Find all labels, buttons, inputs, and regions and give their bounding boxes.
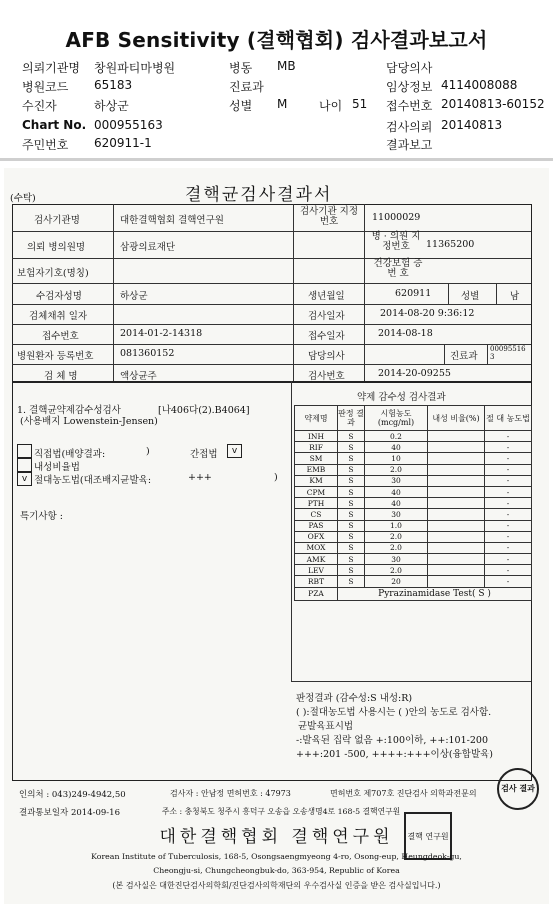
resistance-ratio-checkbox[interactable] bbox=[17, 458, 32, 472]
doctor-label: 담당의사 bbox=[386, 61, 433, 75]
table-row bbox=[295, 554, 532, 565]
cell-concentration: 2.0 bbox=[365, 542, 428, 553]
insured-label: 보험자기호(명칭) bbox=[17, 268, 89, 279]
hospital-code-label: 병원코드 bbox=[22, 80, 69, 94]
cell-absolute: - bbox=[485, 509, 532, 520]
patient-name-value: 하상군 bbox=[120, 291, 148, 302]
result-report-label: 결과보고 bbox=[386, 138, 433, 152]
absolute-method-checkbox[interactable]: v bbox=[17, 472, 32, 486]
scan-dept-label: 진료과 bbox=[450, 351, 478, 362]
cell-resistance-ratio bbox=[428, 520, 485, 531]
scan-sex-label: 성별 bbox=[461, 291, 480, 302]
chart-no-value: 000955163 bbox=[94, 118, 163, 132]
cell-concentration: 30 bbox=[365, 509, 428, 520]
table-row bbox=[295, 475, 532, 486]
table-row bbox=[295, 576, 532, 587]
ward-label: 병동 bbox=[229, 61, 253, 75]
receipt-no-label: 접수번호 bbox=[386, 99, 433, 113]
cell-concentration: 0.2 bbox=[365, 431, 428, 442]
cell-result: S bbox=[338, 453, 365, 464]
cell-result: S bbox=[338, 431, 365, 442]
cell-drug: KM bbox=[295, 475, 338, 486]
specimen-value: 액상균주 bbox=[120, 371, 157, 382]
scan-title: 결핵균검사결과서 bbox=[185, 185, 333, 205]
cell-drug: RBT bbox=[295, 576, 338, 587]
cell-concentration: 40 bbox=[365, 498, 428, 509]
medium: (사용배지 Lowenstein-Jensen) bbox=[20, 416, 158, 427]
cell-resistance-ratio bbox=[428, 431, 485, 442]
cell-absolute: - bbox=[485, 576, 532, 587]
scan-doctor-label: 담당의사 bbox=[308, 351, 345, 362]
hospital-code-value: 65183 bbox=[94, 78, 133, 92]
cell-absolute: - bbox=[485, 565, 532, 576]
absolute-close: ) bbox=[274, 472, 278, 483]
cell-drug: LEV bbox=[295, 565, 338, 576]
physician-license: 면허번호 제707호 진단검사 의학과전문의 bbox=[330, 789, 477, 798]
test-item: 1. 결핵균약제감수성검사 bbox=[17, 405, 121, 416]
cell-concentration: 40 bbox=[365, 442, 428, 453]
legend-line-5: +++:201 -500, ++++:+++이상(융합발육) bbox=[296, 749, 494, 760]
cell-drug: CPM bbox=[295, 486, 338, 497]
specimen-label: 검 체 명 bbox=[44, 371, 78, 382]
consignment-tag: (수탁) bbox=[10, 193, 36, 204]
table-row bbox=[295, 442, 532, 453]
cell-absolute: - bbox=[485, 475, 532, 486]
cell-absolute: - bbox=[485, 464, 532, 475]
direct-close: ) bbox=[146, 446, 150, 457]
cell-concentration: 2.0 bbox=[365, 531, 428, 542]
cell-drug: CS bbox=[295, 509, 338, 520]
cell-concentration: 30 bbox=[365, 475, 428, 486]
cell-drug: AMK bbox=[295, 554, 338, 565]
department-label: 진료과 bbox=[229, 80, 264, 94]
request-date-label: 검사의뢰 bbox=[386, 120, 433, 134]
absolute-method-label: 절대농도법(대조배지균발육: bbox=[34, 475, 152, 486]
cell-absolute: - bbox=[485, 542, 532, 553]
cell-result: S bbox=[338, 498, 365, 509]
reg-label: 병원환자 등록번호 bbox=[17, 351, 94, 362]
cell-resistance-ratio bbox=[428, 509, 485, 520]
cell-resistance-ratio bbox=[428, 554, 485, 565]
cell-drug: EMB bbox=[295, 464, 338, 475]
table-row bbox=[295, 520, 532, 531]
cell-resistance-ratio bbox=[428, 531, 485, 542]
cell-concentration: 40 bbox=[365, 486, 428, 497]
exam-no-label: 검사번호 bbox=[308, 371, 345, 382]
cell-absolute: - bbox=[485, 554, 532, 565]
cell-result: S bbox=[338, 475, 365, 486]
cell-drug: OFX bbox=[295, 531, 338, 542]
cell-result: S bbox=[338, 520, 365, 531]
patient-name-label: 수검자성명 bbox=[36, 291, 82, 302]
resident-no-value: 620911-1 bbox=[94, 136, 152, 150]
cell-result: S bbox=[338, 542, 365, 553]
patient-value: 하상군 bbox=[94, 99, 129, 113]
sex-value: M bbox=[277, 97, 288, 111]
designation-value: 11000029 bbox=[372, 212, 421, 223]
col-drug: 약제명 bbox=[295, 406, 338, 431]
cell-drug: PTH bbox=[295, 498, 338, 509]
test-code: [나406다(2).B4064] bbox=[158, 405, 250, 416]
org-english-1: Korean Institute of Tuberculosis, 168-5, Osongsaengmyeong 4-ro, Osong-eup, Heungdeok-gu, bbox=[91, 852, 462, 861]
cell-absolute: - bbox=[485, 431, 532, 442]
table-row bbox=[295, 542, 532, 553]
cell-concentration: 2.0 bbox=[365, 565, 428, 576]
cell-concentration: 10 bbox=[365, 453, 428, 464]
col-result: 판정 결과 bbox=[338, 406, 365, 431]
direct-method-checkbox[interactable] bbox=[17, 444, 32, 458]
cell-absolute: - bbox=[485, 453, 532, 464]
cell-resistance-ratio bbox=[428, 576, 485, 587]
hospital-name-label: 의뢰기관명 bbox=[22, 61, 80, 75]
cell-drug: SM bbox=[295, 453, 338, 464]
table-row bbox=[295, 565, 532, 576]
hospital-value: 삼광의료재단 bbox=[120, 242, 176, 253]
cell-result: S bbox=[338, 464, 365, 475]
table-row bbox=[295, 431, 532, 442]
examiner: 검사자 : 안남정 면허번호 : 47973 bbox=[170, 789, 291, 798]
cell-resistance-ratio bbox=[428, 464, 485, 475]
designation-label: 검사기관 지정번호 bbox=[299, 206, 359, 227]
legend-line-2: ( ):절대농도법 사용시는 ( )안의 농도로 검사함. bbox=[296, 707, 492, 718]
indirect-method-checkbox[interactable]: v bbox=[227, 444, 242, 458]
cell-concentration: 1.0 bbox=[365, 520, 428, 531]
certification-note: (본 검사실은 대한진단검사의학회/진단검사의학재단의 우수검사실 인증을 받은 검사실입니다.) bbox=[112, 881, 441, 890]
cell-result: S bbox=[338, 565, 365, 576]
patient-label: 수진자 bbox=[22, 99, 57, 113]
pza-name: PZA bbox=[295, 587, 338, 600]
hospital-label: 의뢰 병의원명 bbox=[27, 242, 86, 253]
table-row bbox=[295, 453, 532, 464]
legend-line-1: 판정결과 (감수성:S 내성:R) bbox=[296, 693, 413, 704]
cell-result: S bbox=[338, 531, 365, 542]
age-value: 51 bbox=[352, 97, 368, 111]
exam-date-value: 2014-08-20 9:36:12 bbox=[380, 308, 475, 319]
contact-phone: 인의처 : 043)249-4942,50 bbox=[19, 790, 126, 800]
receipt-value: 2014-01-2-14318 bbox=[120, 328, 203, 339]
exam-no-value: 2014-20-09255 bbox=[378, 368, 451, 379]
report-date: 결과통보일자 2014-09-16 bbox=[19, 808, 120, 818]
sex-label: 성별 bbox=[229, 99, 253, 113]
cell-drug: INH bbox=[295, 431, 338, 442]
chart-no-label: Chart No. bbox=[22, 118, 87, 132]
sensitivity-table bbox=[294, 405, 532, 601]
resistance-ratio-label: 내성비율법 bbox=[34, 462, 80, 473]
cell-concentration: 2.0 bbox=[365, 464, 428, 475]
section-divider bbox=[0, 158, 553, 161]
indirect-method-label: 간접법 bbox=[190, 449, 218, 460]
cell-drug: PAS bbox=[295, 520, 338, 531]
table-row bbox=[295, 486, 532, 497]
scan-sex-value: 남 bbox=[510, 291, 520, 302]
cell-resistance-ratio bbox=[428, 498, 485, 509]
col-resistance-ratio: 내성 비율(%) bbox=[428, 406, 485, 431]
legend-line-4: -:발육된 집락 없음 +:100이하, ++:101-200 bbox=[296, 735, 488, 746]
receipt-date-value: 2014-08-18 bbox=[378, 328, 433, 339]
cell-absolute: - bbox=[485, 531, 532, 542]
cell-absolute: - bbox=[485, 498, 532, 509]
table-caption: 약제 감수성 검사결과 bbox=[357, 392, 446, 403]
table-row bbox=[295, 531, 532, 542]
cell-drug: RIF bbox=[295, 442, 338, 453]
hospital-name-value: 창원파티마병원 bbox=[94, 61, 176, 75]
official-seal: 결핵 연구원 bbox=[404, 812, 452, 860]
receipt-label: 접수번호 bbox=[42, 331, 79, 342]
cell-resistance-ratio bbox=[428, 542, 485, 553]
health-label: 건강보험 증 번 호 bbox=[373, 258, 423, 279]
cell-absolute: - bbox=[485, 520, 532, 531]
table-row bbox=[295, 498, 532, 509]
cell-resistance-ratio bbox=[428, 453, 485, 464]
cell-resistance-ratio bbox=[428, 475, 485, 486]
scan-dept-value: 00095516 3 bbox=[490, 345, 526, 361]
hosp-no-label: 병 · 의원 지정번호 bbox=[371, 231, 421, 252]
receipt-no-value: 20140813-60152 bbox=[441, 97, 545, 111]
inspection-stamp: 검사 결과 bbox=[497, 768, 539, 810]
cell-resistance-ratio bbox=[428, 565, 485, 576]
cell-result: S bbox=[338, 576, 365, 587]
col-concentration: 시험농도 (mcg/ml) bbox=[365, 406, 428, 431]
cell-result: S bbox=[338, 486, 365, 497]
cell-absolute: - bbox=[485, 442, 532, 453]
cell-result: S bbox=[338, 554, 365, 565]
special-notes-label: 특기사항 : bbox=[20, 511, 63, 522]
report-title: AFB Sensitivity (결핵협회) 검사결과보고서 bbox=[65, 28, 488, 52]
cell-result: S bbox=[338, 442, 365, 453]
birth-value: 620911 bbox=[395, 288, 432, 299]
request-date-value: 20140813 bbox=[441, 118, 503, 132]
control-growth-value: +++ bbox=[188, 472, 212, 483]
ward-value: MB bbox=[277, 59, 296, 73]
receipt-date-label: 접수일자 bbox=[308, 331, 345, 342]
birth-label: 생년월일 bbox=[308, 291, 345, 302]
table-row bbox=[295, 509, 532, 520]
cell-concentration: 20 bbox=[365, 576, 428, 587]
org-english-2: Cheongju-si, Chungcheongbuk-do, 363-954, Republic of Korea bbox=[153, 866, 400, 875]
pza-result: Pyrazinamidase Test( S ) bbox=[338, 587, 532, 600]
cell-absolute: - bbox=[485, 486, 532, 497]
table-row bbox=[295, 464, 532, 475]
direct-method-label: 직접법(배양결과: bbox=[34, 449, 106, 460]
age-label: 나이 bbox=[319, 99, 343, 113]
collect-label: 검체채취 일자 bbox=[29, 311, 88, 322]
hosp-no-value: 11365200 bbox=[426, 239, 475, 250]
legend-line-3: 균발육표시법 bbox=[298, 721, 354, 732]
resident-no-label: 주민번호 bbox=[22, 138, 69, 152]
cell-drug: MOX bbox=[295, 542, 338, 553]
exam-date-label: 검사일자 bbox=[308, 311, 345, 322]
clinical-info-label: 임상정보 bbox=[386, 80, 433, 94]
address: 주소 : 충청북도 청주시 흥덕구 오송읍 오송생명4로 168-5 결핵연구원 bbox=[162, 807, 401, 816]
cell-result: S bbox=[338, 509, 365, 520]
col-absolute: 절 대 농도법 bbox=[485, 406, 532, 431]
clinical-info-value: 4114008088 bbox=[441, 78, 518, 92]
agency-value: 대한결핵협회 결핵연구원 bbox=[120, 215, 224, 226]
org-korean: 대한결핵협회 결핵연구원 bbox=[159, 827, 394, 847]
reg-value: 081360152 bbox=[120, 348, 175, 359]
cell-resistance-ratio bbox=[428, 442, 485, 453]
agency-label: 검사기관명 bbox=[34, 215, 80, 226]
cell-resistance-ratio bbox=[428, 486, 485, 497]
cell-concentration: 30 bbox=[365, 554, 428, 565]
